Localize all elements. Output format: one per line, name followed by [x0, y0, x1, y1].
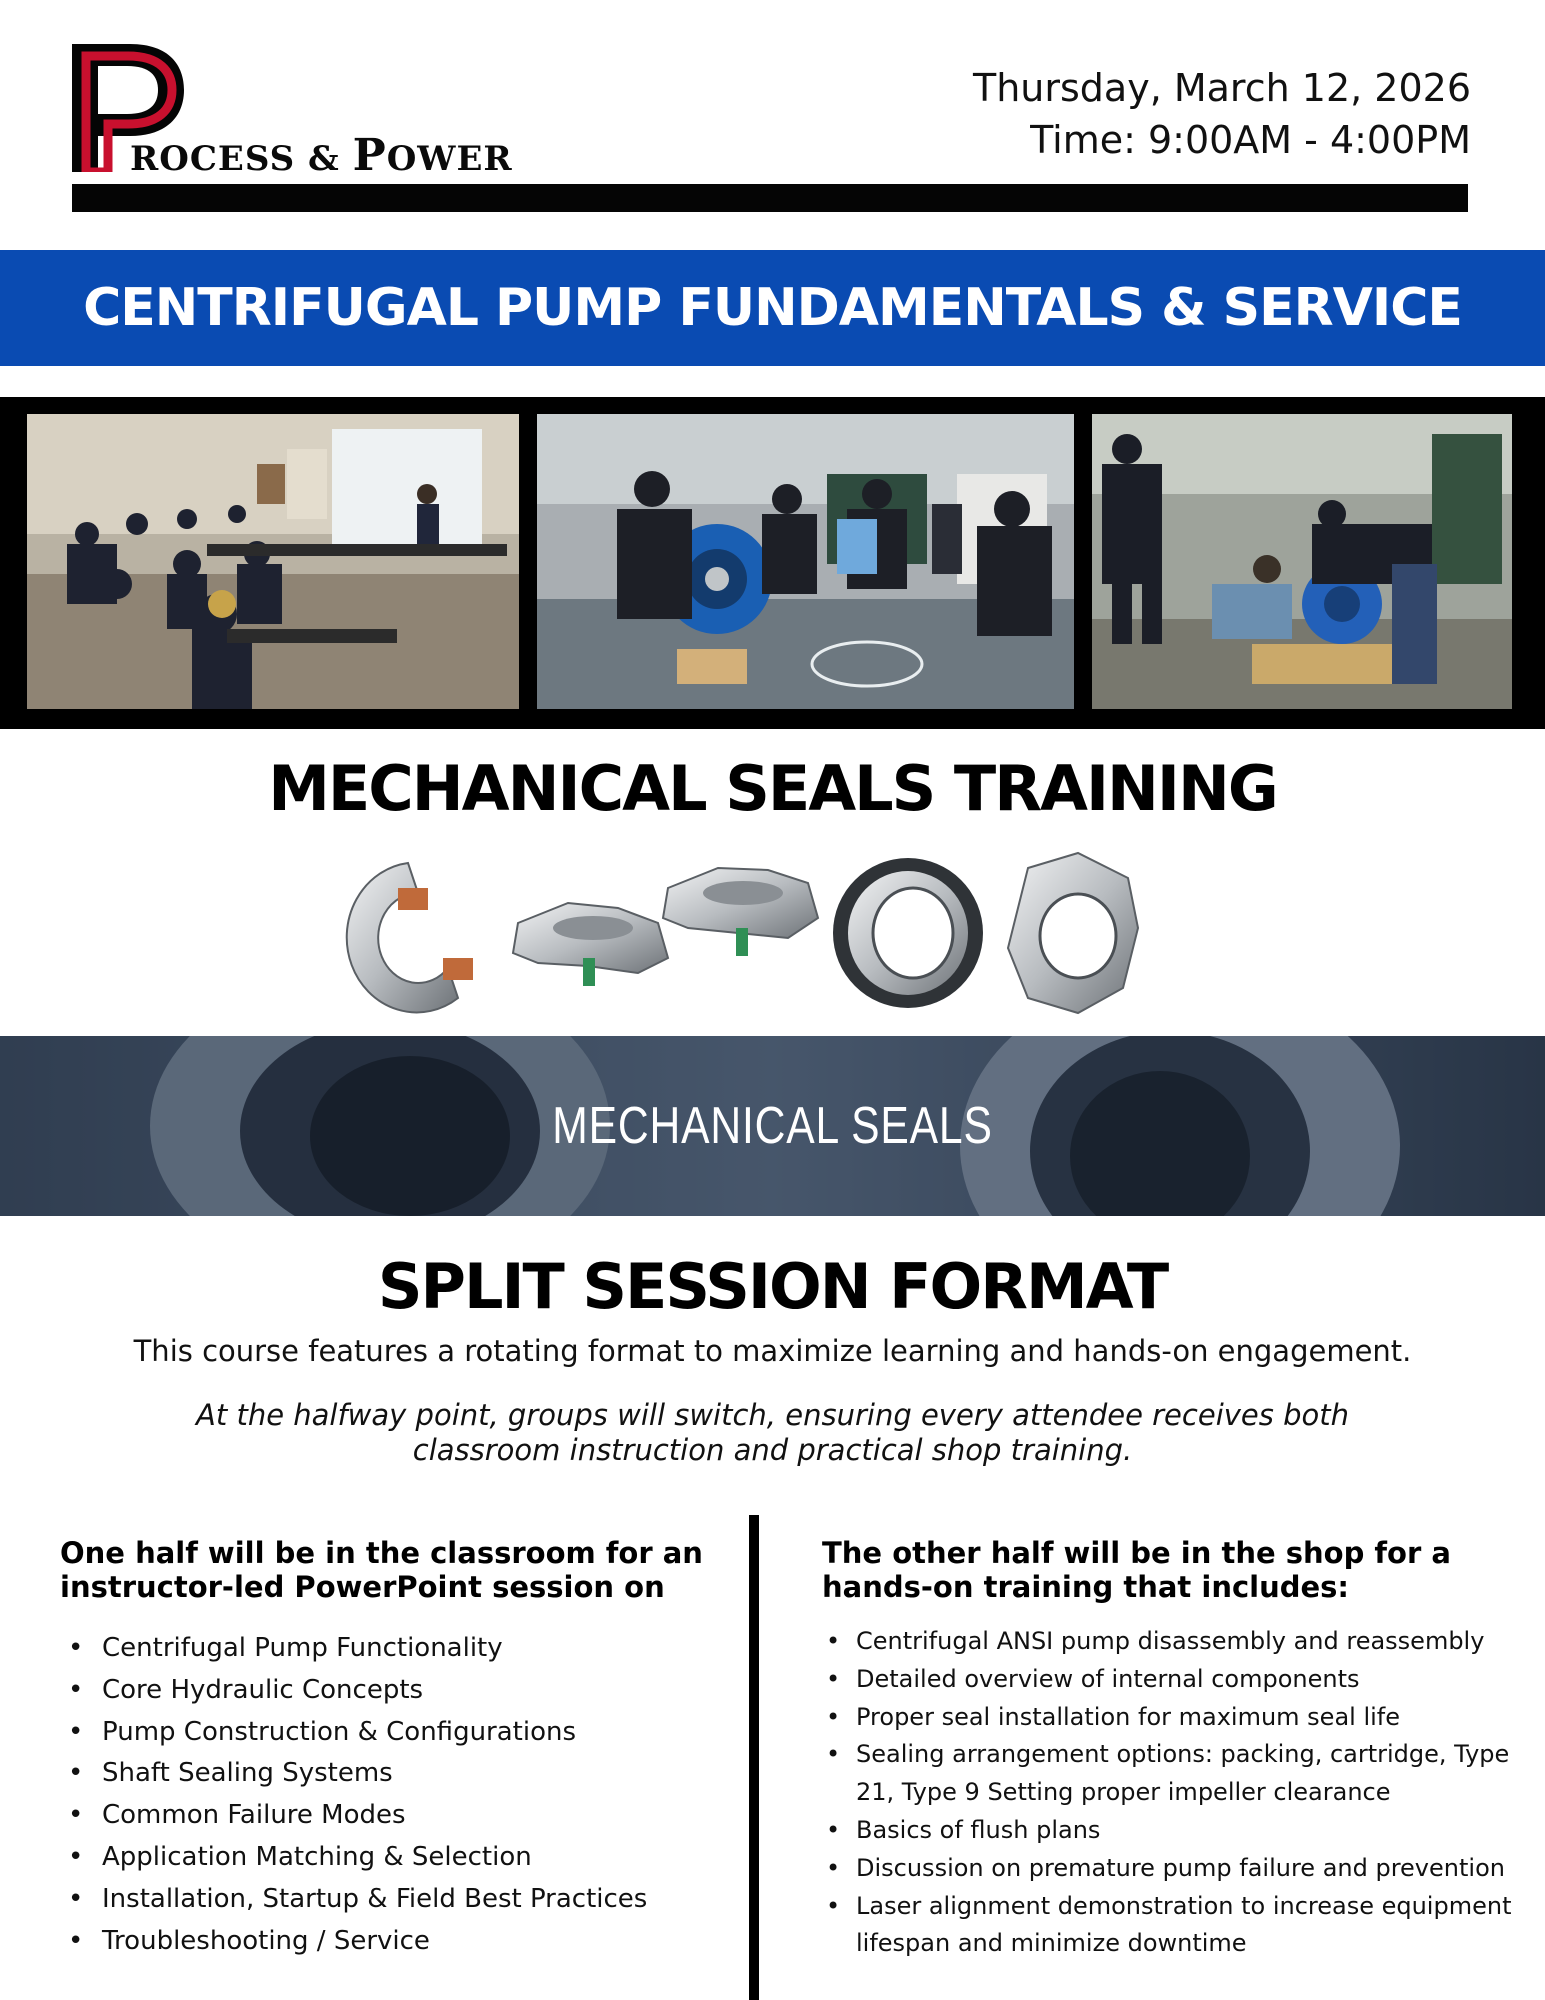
split-session-intro: This course features a rotating format to maximize learning and hands-on engagement. — [133, 1334, 1412, 1368]
cartridge-seal-halves-image — [513, 868, 818, 986]
classroom-photo — [27, 414, 519, 709]
process-power-logo — [72, 44, 513, 181]
shop-topics-list — [856, 1623, 1516, 1963]
column-divider — [749, 1515, 759, 2000]
header-rule — [72, 184, 1468, 212]
list-item: • Proper seal installation for maximum seal life — [856, 1699, 1516, 1737]
list-item: • Core Hydraulic Concepts — [102, 1670, 722, 1712]
classroom-column-heading: One half will be in the classroom for an instructor-led PowerPoint session on — [60, 1536, 703, 1604]
list-item: • Pump Construction & Configurations — [102, 1712, 722, 1754]
list-item: • Basics of flush plans — [856, 1812, 1516, 1850]
seal-product-images — [338, 848, 1198, 1018]
course-title: CENTRIFUGAL PUMP FUNDAMENTALS & SERVICE — [83, 278, 1462, 338]
mechanical-seals-banner — [0, 1036, 1545, 1216]
list-item: • Shaft Sealing Systems — [102, 1753, 722, 1795]
event-info — [973, 62, 1471, 166]
event-date: Thursday, March 12, 2026 — [973, 66, 1471, 110]
list-item: • Troubleshooting / Service — [102, 1921, 722, 1963]
bellows-seal-image — [833, 858, 983, 1008]
pump-shop-photo — [537, 414, 1074, 709]
course-banner — [0, 250, 1545, 366]
event-time: Time: 9:00AM - 4:00PM — [1030, 118, 1471, 162]
list-item: • Installation, Startup & Field Best Practices — [102, 1879, 722, 1921]
list-item: • Application Matching & Selection — [102, 1837, 722, 1879]
classroom-topics-list — [102, 1628, 722, 1962]
list-item: • Common Failure Modes — [102, 1795, 722, 1837]
list-item: • Centrifugal Pump Functionality — [102, 1628, 722, 1670]
shop-column-heading: The other half will be in the shop for a hands-on training that includes: — [822, 1536, 1451, 1604]
split-session-note: At the halfway point, groups will switch, ensuring every attendee receives both classroom instruction and practical shop training. — [196, 1398, 1349, 1467]
list-item: • Discussion on premature pump failure and prevention — [856, 1850, 1516, 1888]
seals-banner-label: MECHANICAL SEALS — [552, 1097, 993, 1155]
split-seal-image — [347, 863, 473, 1012]
split-session-title: SPLIT SESSION FORMAT — [377, 1250, 1168, 1323]
hands-on-photo — [1092, 414, 1512, 709]
cartridge-seal-image — [1008, 853, 1138, 1013]
list-item: • Detailed overview of internal components — [856, 1661, 1516, 1699]
logo-wordmark: ROCESS & POWER — [130, 130, 513, 181]
list-item: • Laser alignment demonstration to increase equipment lifespan and minimize downtime — [856, 1888, 1516, 1964]
seals-training-heading: MECHANICAL SEALS TRAINING — [268, 752, 1277, 825]
list-item: • Sealing arrangement options: packing, cartridge, Type 21, Type 9 Setting proper impeller clearance — [856, 1736, 1516, 1812]
list-item: • Centrifugal ANSI pump disassembly and reassembly — [856, 1623, 1516, 1661]
photo-strip — [0, 397, 1545, 729]
